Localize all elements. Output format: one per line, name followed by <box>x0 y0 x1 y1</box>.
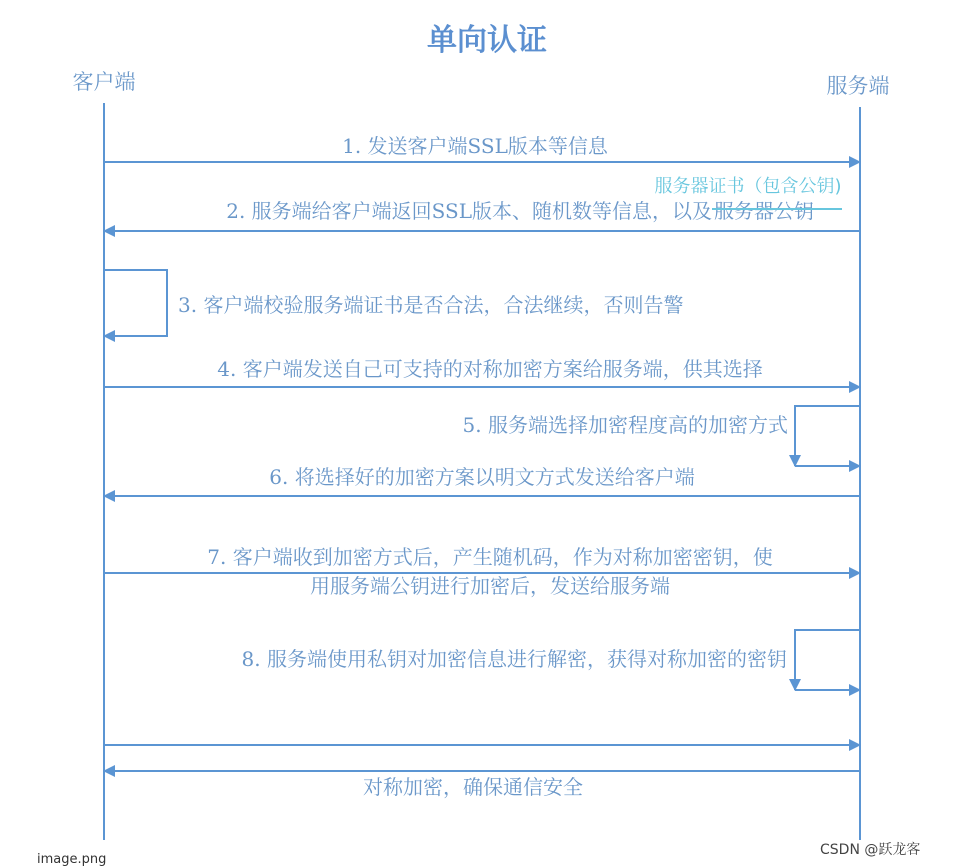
message-1-label: 1. 发送客户端SSL版本等信息 <box>342 134 608 158</box>
message-6-label: 6. 将选择好的加密方案以明文方式发送给客户端 <box>269 465 695 489</box>
message-8-down-arrow <box>795 630 860 690</box>
image-filename-caption: image.png <box>37 852 107 867</box>
message-3-label: 3. 客户端校验服务端证书是否合法，合法继续，否则告警 <box>178 293 684 317</box>
csdn-watermark: CSDN @跃龙客 <box>820 842 921 858</box>
message-4-label: 4. 客户端发送自己可支持的对称加密方案给服务端，供其选择 <box>217 357 763 381</box>
message-2-annotation: 服务器证书（包含公钥) <box>654 176 842 197</box>
message-9-label: 对称加密，确保通信安全 <box>363 775 583 799</box>
actor-client-label: 客户端 <box>72 70 136 94</box>
message-5-label: 5. 服务端选择加密程度高的加密方式 <box>462 413 788 437</box>
message-2-label: 2. 服务端给客户端返回SSL版本、随机数等信息，以及 <box>226 199 712 223</box>
message-7-label-line1: 7. 客户端收到加密方式后，产生随机码，作为对称加密密钥，使 <box>207 545 773 569</box>
message-3-self-arrow <box>104 270 167 336</box>
message-2-struck-text: 服务器公钥 <box>714 199 814 223</box>
message-7-label-line2: 用服务端公钥进行加密后，发送给服务端 <box>310 574 670 598</box>
message-5-down-arrow <box>795 406 860 466</box>
actor-server-label: 服务端 <box>826 74 890 98</box>
diagram-title: 单向认证 <box>427 23 547 58</box>
message-8-label: 8. 服务端使用私钥对加密信息进行解密，获得对称加密的密钥 <box>241 647 787 671</box>
